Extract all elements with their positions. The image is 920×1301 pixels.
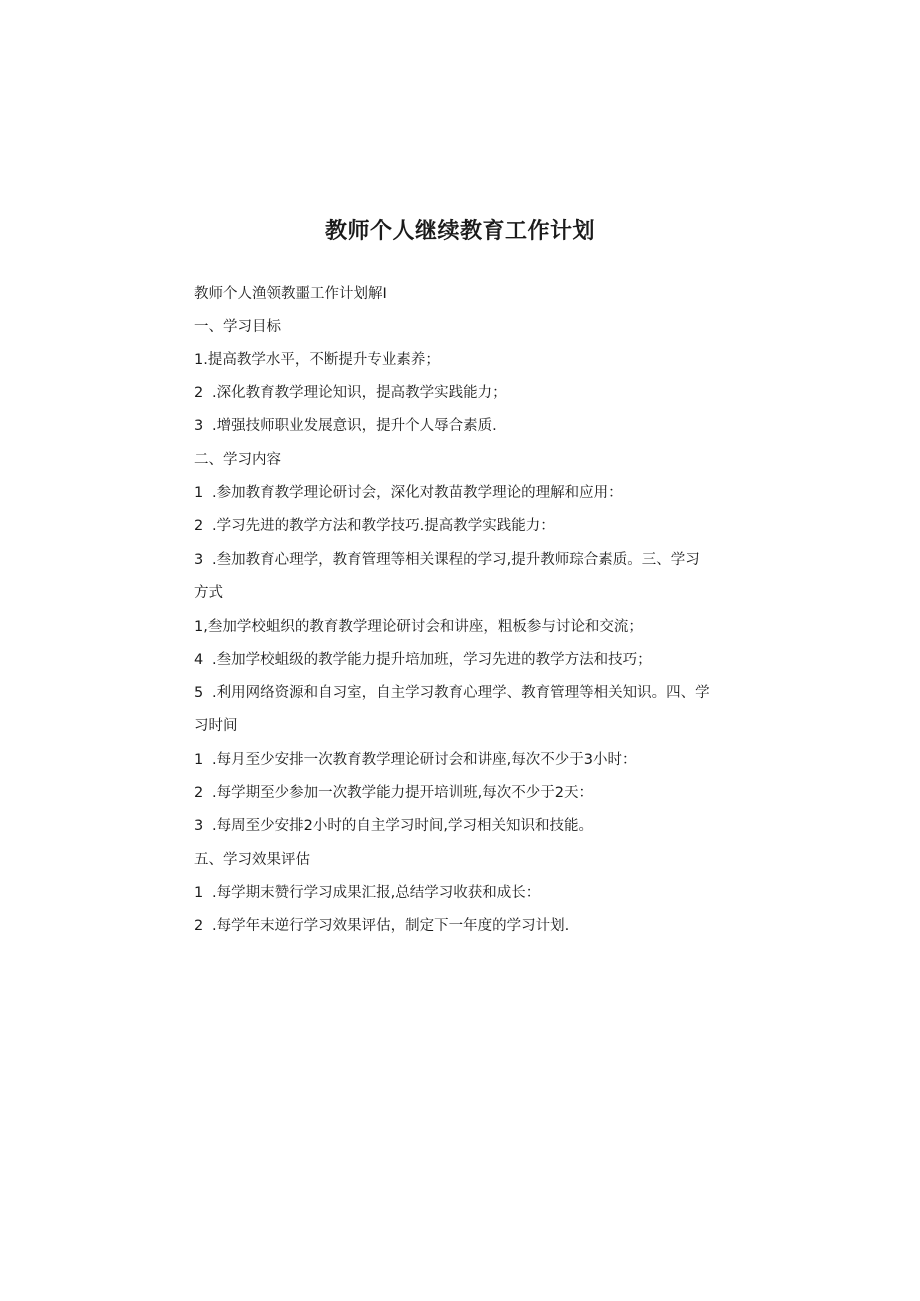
content-item-3 [194, 550, 754, 570]
item-text: .每周至少安排2小时的自主学习时间,学习相关知识和技能。 [212, 818, 593, 834]
content-item-3-continuation: 方式 [194, 585, 223, 601]
evaluation-item-2 [194, 916, 754, 936]
item-text: .增强技师职业发展意识，提升个人辱合素质. [212, 418, 497, 434]
item-text: .参加教育教学理论研讨会，深化对教苗教学理论的理解和应用： [212, 485, 623, 501]
item-text: .利用网络资源和自习室，自主学习教育心理学、教育管理等相关知识。四、学 [212, 685, 710, 701]
item-text: .每月至少安排一次教育教学理论研讨会和讲座,每次不少于3小时： [212, 752, 637, 768]
document-subtitle: 教师个人渔领教噩工作计划解I [194, 286, 387, 302]
item-text: .叁加学校蛆级的教学能力提升培加班，学习先进的教学方法和技巧； [212, 652, 652, 668]
item-number: 2 [194, 518, 204, 534]
goal-item-1: 1.提高教学水平，不断提升专业素养； [194, 352, 440, 368]
item-number: 3 [194, 552, 204, 568]
method-item-2 [194, 650, 754, 670]
item-number: 3 [194, 818, 204, 834]
method-item-3 [194, 683, 754, 703]
item-number: 2 [194, 385, 204, 401]
evaluation-item-1 [194, 883, 754, 903]
time-item-1 [194, 750, 754, 770]
item-number: 2 [194, 918, 204, 934]
item-number: 1 [194, 752, 204, 768]
item-text: .深化教育教学理论知识，提高教学实践能力； [212, 385, 507, 401]
document-title: 教师个人继续教育工作计划 [324, 219, 595, 244]
item-text: .叁加教育心理学，教育管理等相关课程的学习,提升教师琮合素质。三、学习 [212, 552, 700, 568]
section-heading-evaluation: 五、学习效果评估 [194, 852, 310, 868]
content-item-1 [194, 483, 754, 503]
goal-item-2 [194, 383, 754, 403]
item-number: 5 [194, 685, 204, 701]
method-item-3-continuation: 习时间 [194, 718, 238, 734]
item-text: .每学期末赞行学习成果汇报,总结学习收获和成长： [212, 885, 541, 901]
item-text: .学习先进的教学方法和教学技巧.提高教学实践能力： [212, 518, 555, 534]
section-heading-goals: 一、学习目标 [194, 319, 281, 335]
item-number: 3 [194, 418, 204, 434]
item-number: 1 [194, 485, 204, 501]
item-number: 1 [194, 885, 204, 901]
item-text: .每学年末逆行学习效果评估，制定下一年度的学习计划. [212, 918, 570, 934]
goal-item-3 [194, 416, 754, 436]
item-number: 2 [194, 785, 204, 801]
method-item-1: 1,叁加学校蛆织的教育教学理论研讨会和讲座，粗板参与讨论和交流； [194, 619, 643, 635]
time-item-2 [194, 783, 754, 803]
item-text: .每学期至少参加一次教学能力提开培训班,每次不少于2天： [212, 785, 593, 801]
content-item-2 [194, 516, 754, 536]
section-heading-content: 二、学习内容 [194, 452, 281, 468]
item-number: 4 [194, 652, 204, 668]
time-item-3 [194, 816, 754, 836]
